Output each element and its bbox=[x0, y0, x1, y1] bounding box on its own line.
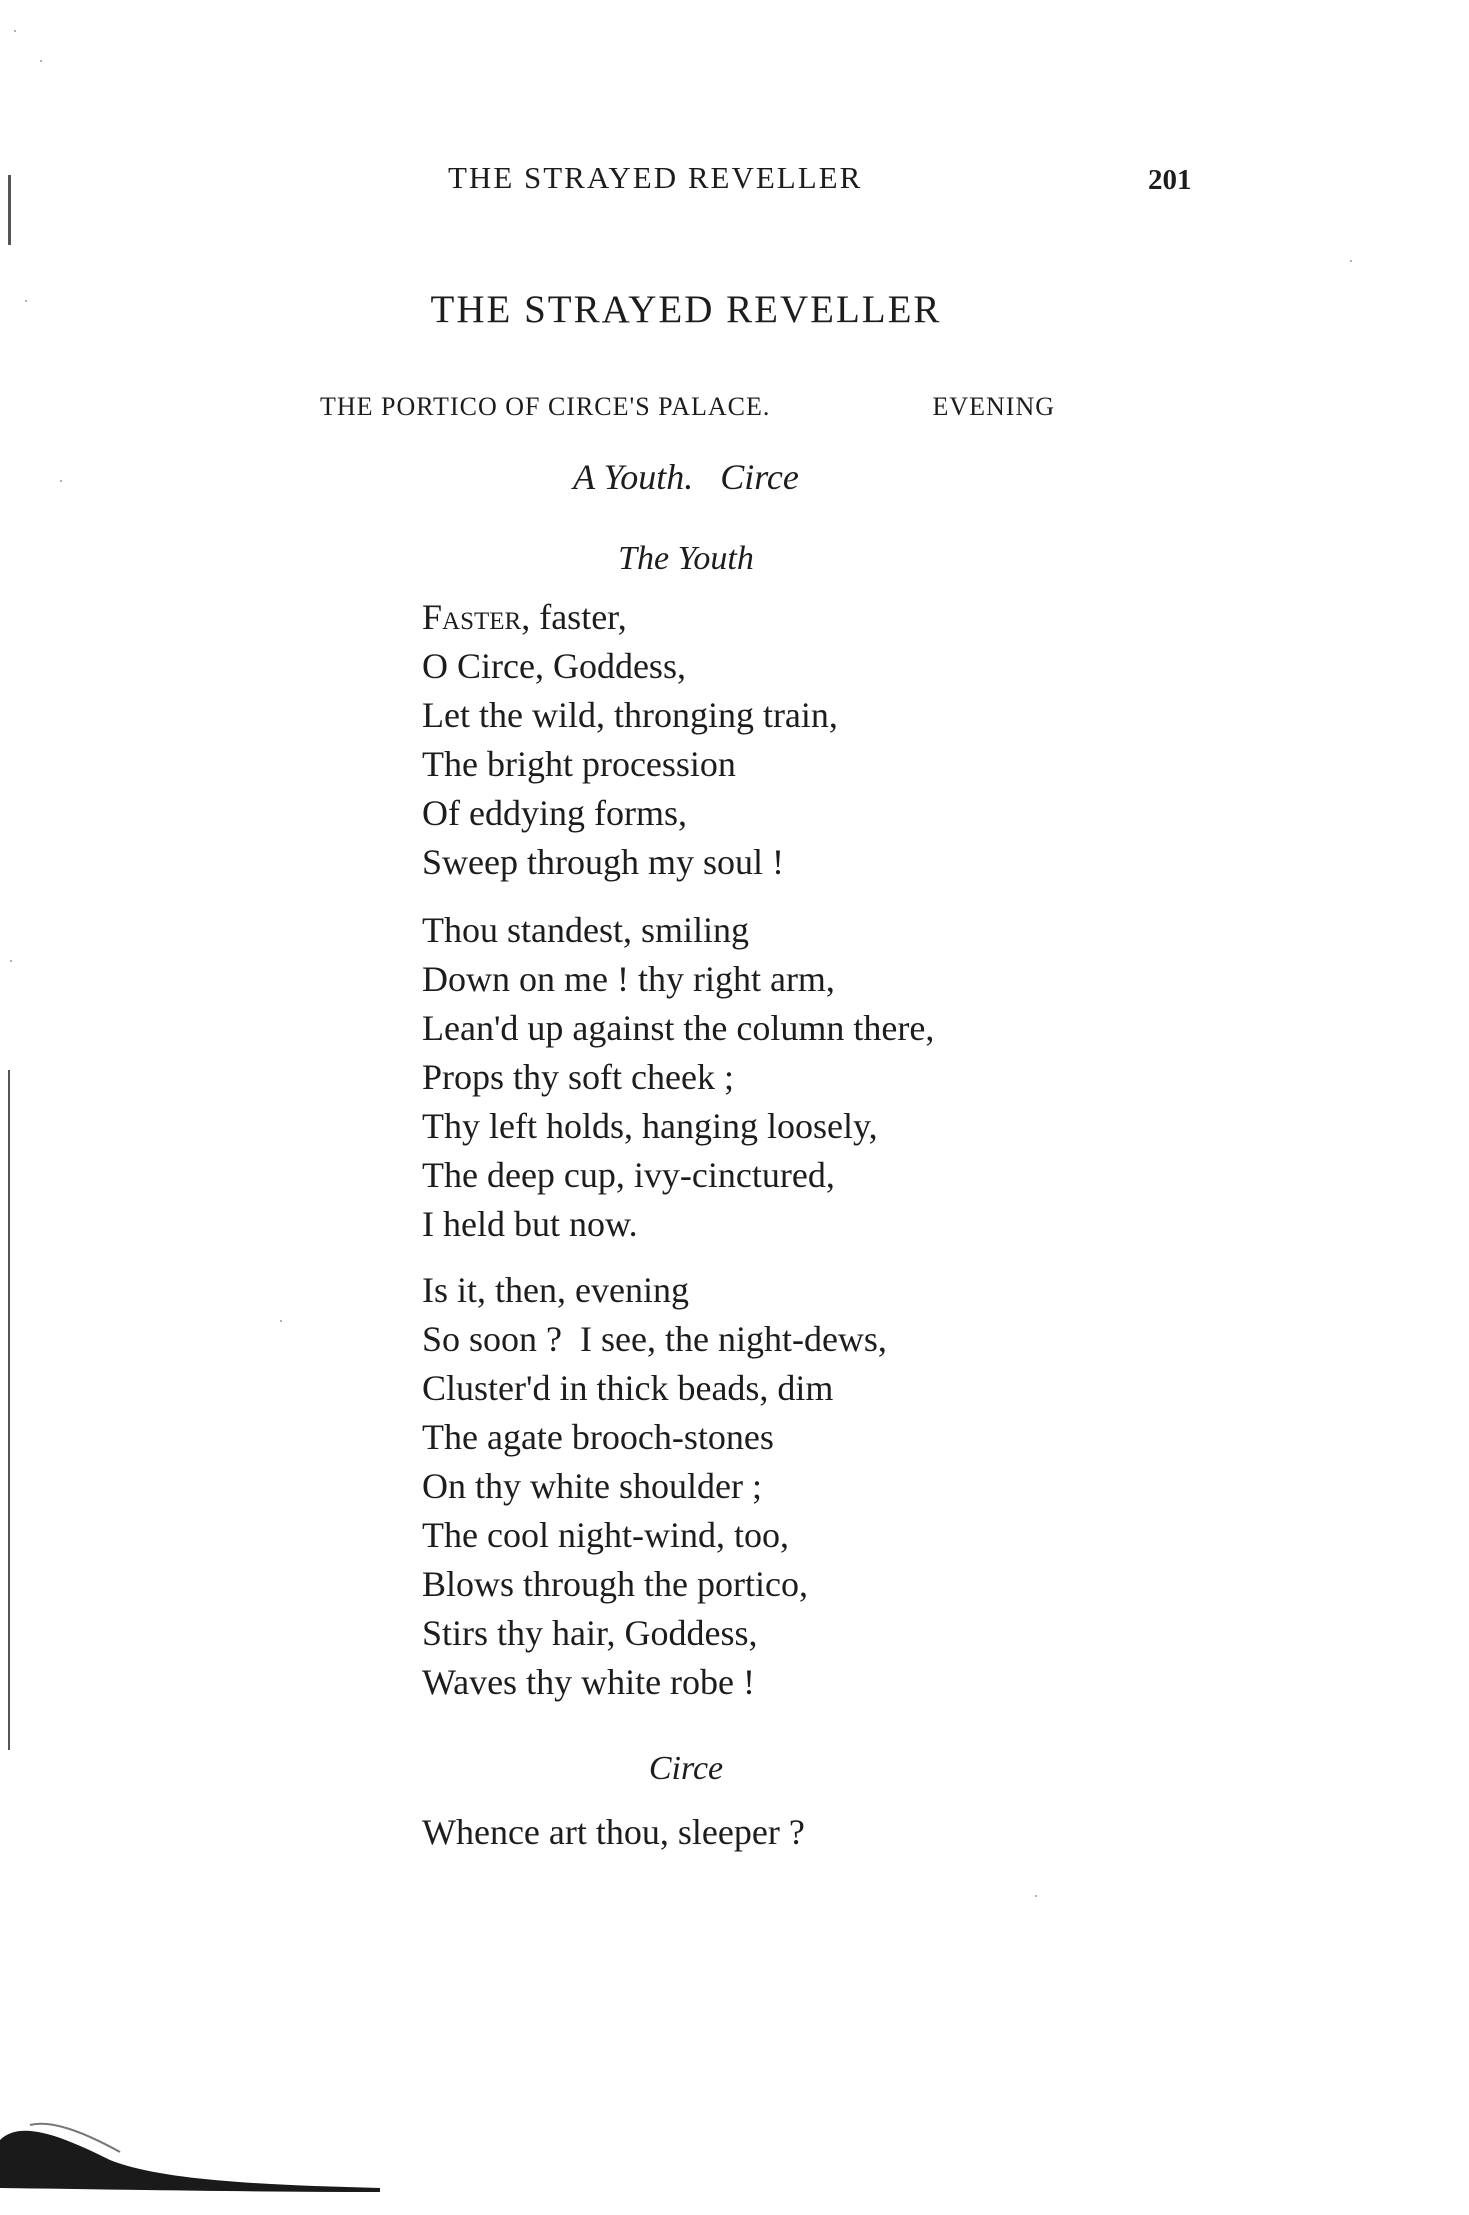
small-caps-word: aster bbox=[442, 597, 522, 637]
scan-speck bbox=[280, 1320, 282, 1322]
page-number: 201 bbox=[1148, 164, 1192, 196]
poem-line: Thy left holds, hanging loosely, bbox=[422, 1106, 878, 1146]
poem-line: The deep cup, ivy-cinctured, bbox=[422, 1155, 835, 1195]
setting-place: THE PORTICO OF CIRCE'S PALACE. bbox=[320, 392, 771, 421]
poem-line: Whence art thou, sleeper ? bbox=[422, 1812, 805, 1852]
poem-line: Let the wild, thronging train, bbox=[422, 695, 838, 735]
drop-initial: F bbox=[422, 597, 443, 637]
poem-line: On thy white shoulder ; bbox=[422, 1466, 762, 1506]
poem-line: O Circe, Goddess, bbox=[422, 646, 686, 686]
scan-speck bbox=[25, 300, 27, 302]
poem-line: Stirs thy hair, Goddess, bbox=[422, 1613, 758, 1653]
scan-edge-shadow bbox=[0, 2100, 400, 2210]
stanza-4 bbox=[422, 1808, 805, 1857]
poem-line: So soon ? I see, the night-dews, bbox=[422, 1319, 887, 1359]
poem-line: I held but now. bbox=[422, 1204, 638, 1244]
scan-speck bbox=[10, 960, 12, 962]
stanza-1 bbox=[422, 593, 838, 887]
scene-setting bbox=[320, 392, 1055, 422]
scan-margin-mark bbox=[8, 175, 11, 245]
poem-title: THE STRAYED REVELLER bbox=[430, 288, 942, 331]
scan-speck bbox=[14, 30, 16, 32]
scan-margin-line bbox=[8, 1070, 10, 1750]
poem-line: The cool night-wind, too, bbox=[422, 1515, 789, 1555]
poem-line: Sweep through my soul ! bbox=[422, 842, 784, 882]
running-head: THE STRAYED REVELLER bbox=[448, 160, 863, 195]
speaker-heading-circe: Circe bbox=[648, 1750, 724, 1787]
poem-line: Waves thy white robe ! bbox=[422, 1662, 755, 1702]
poem-line: The bright procession bbox=[422, 744, 736, 784]
poem-line: Thou standest, smiling bbox=[422, 910, 749, 950]
stanza-3 bbox=[422, 1266, 887, 1707]
scan-speck bbox=[60, 480, 62, 482]
speaker-heading-youth: The Youth bbox=[618, 540, 754, 577]
poem-line: Lean'd up against the column there, bbox=[422, 1008, 935, 1048]
poem-line: Blows through the portico, bbox=[422, 1564, 808, 1604]
dramatis-personae: A Youth. Circe bbox=[573, 457, 799, 497]
scan-speck bbox=[1035, 1895, 1037, 1897]
poem-line: The agate brooch-stones bbox=[422, 1417, 774, 1457]
setting-time: EVENING bbox=[932, 392, 1055, 421]
scan-speck bbox=[1350, 260, 1352, 262]
poem-line: Is it, then, evening bbox=[422, 1270, 689, 1310]
poem-line: Down on me ! thy right arm, bbox=[422, 959, 835, 999]
scan-speck bbox=[40, 60, 42, 62]
stanza-2 bbox=[422, 906, 934, 1249]
poem-line: Faster, faster, bbox=[422, 597, 627, 637]
poem-line: Props thy soft cheek ; bbox=[422, 1057, 734, 1097]
poem-line: Cluster'd in thick beads, dim bbox=[422, 1368, 834, 1408]
poem-line: Of eddying forms, bbox=[422, 793, 687, 833]
